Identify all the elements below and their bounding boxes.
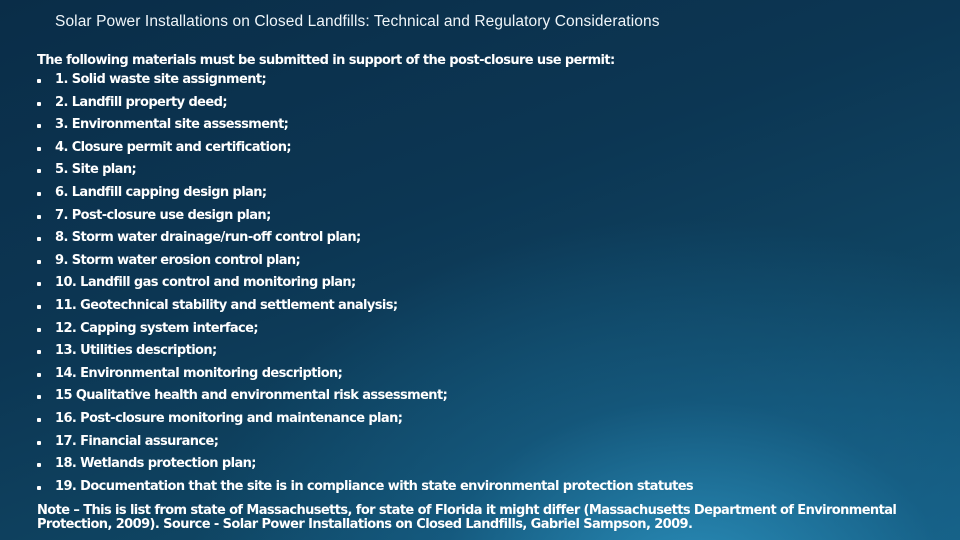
bullet-icon: [37, 169, 41, 173]
slide-title: Solar Power Installations on Closed Landfills: Technical and Regulatory Considerations: [55, 13, 660, 30]
list-item: [0, 140, 700, 160]
bullet-icon: [37, 305, 41, 309]
bullet-icon: [37, 395, 41, 399]
list-item: [0, 321, 700, 341]
bullet-icon: [37, 373, 41, 377]
bullet-icon: [37, 192, 41, 196]
list-item-text: 10. Landfill gas control and monitoring plan;: [55, 275, 356, 291]
bullet-icon: [37, 102, 41, 106]
list-item-text: 17. Financial assurance;: [55, 433, 219, 449]
bullet-icon: [37, 463, 41, 467]
list-item-text: 2. Landfill property deed;: [55, 94, 227, 110]
list-item-text: 6. Landfill capping design plan;: [55, 185, 267, 200]
bullet-icon: [37, 147, 41, 151]
list-item: [0, 366, 700, 386]
list-item-text: 8. Storm water drainage/run-off control plan;: [55, 230, 361, 246]
list-item: [0, 298, 700, 318]
list-item-text: 4. Closure permit and certification;: [55, 139, 291, 155]
list-item-text: 13. Utilities description;: [55, 343, 217, 359]
list-item-text: 15 Qualitative health and environmental risk assessment;: [55, 388, 448, 404]
bullet-icon: [37, 350, 41, 354]
list-item: [0, 162, 700, 182]
bullet-icon: [37, 418, 41, 422]
bullet-icon: [37, 282, 41, 286]
list-item: [0, 434, 700, 454]
list-item: [0, 388, 700, 408]
list-item: [0, 117, 700, 137]
list-item-text: 9. Storm water erosion control plan;: [55, 252, 301, 268]
list-item-text: 5. Site plan;: [55, 162, 137, 178]
bullet-icon: [37, 79, 41, 83]
list-item-text: 19. Documentation that the site is in compliance with state environmental protection statutes: [55, 478, 694, 494]
list-item: [0, 253, 700, 273]
bullet-icon: [37, 124, 41, 128]
list-item: [0, 185, 700, 205]
intro-text: The following materials must be submitted in support of the post-closure use permit:: [37, 53, 615, 68]
bullet-icon: [37, 260, 41, 264]
bullet-icon: [37, 237, 41, 241]
list-item-text: 18. Wetlands protection plan;: [55, 456, 256, 472]
list-item: [0, 479, 700, 499]
list-item: [0, 275, 700, 295]
list-item: [0, 456, 700, 476]
list-item: [0, 72, 700, 92]
list-item: [0, 343, 700, 363]
list-item: [0, 411, 700, 431]
bullet-icon: [37, 441, 41, 445]
list-item-text: 3. Environmental site assessment;: [55, 117, 289, 133]
list-item: [0, 208, 700, 228]
bullet-icon: [37, 486, 41, 490]
list-item: [0, 230, 700, 250]
list-item-text: 11. Geotechnical stability and settlement analysis;: [55, 298, 398, 313]
bullet-icon: [37, 215, 41, 219]
source-note: Note – This is list from state of Massachusetts, for state of Florida it might differ (Massachusetts Department of Environmental Protection, 2009). Source - Solar Power Installations on Closed Landfills, Gabriel Sampson, 2009.: [37, 503, 897, 532]
list-item-text: 14. Environmental monitoring description;: [55, 365, 343, 381]
list-item-text: 1. Solid waste site assignment;: [55, 72, 267, 87]
list-item: [0, 95, 700, 115]
bullet-icon: [37, 328, 41, 332]
list-item-text: 7. Post-closure use design plan;: [55, 207, 271, 223]
list-item-text: 16. Post-closure monitoring and maintenance plan;: [55, 411, 403, 426]
list-item-text: 12. Capping system interface;: [55, 320, 258, 336]
